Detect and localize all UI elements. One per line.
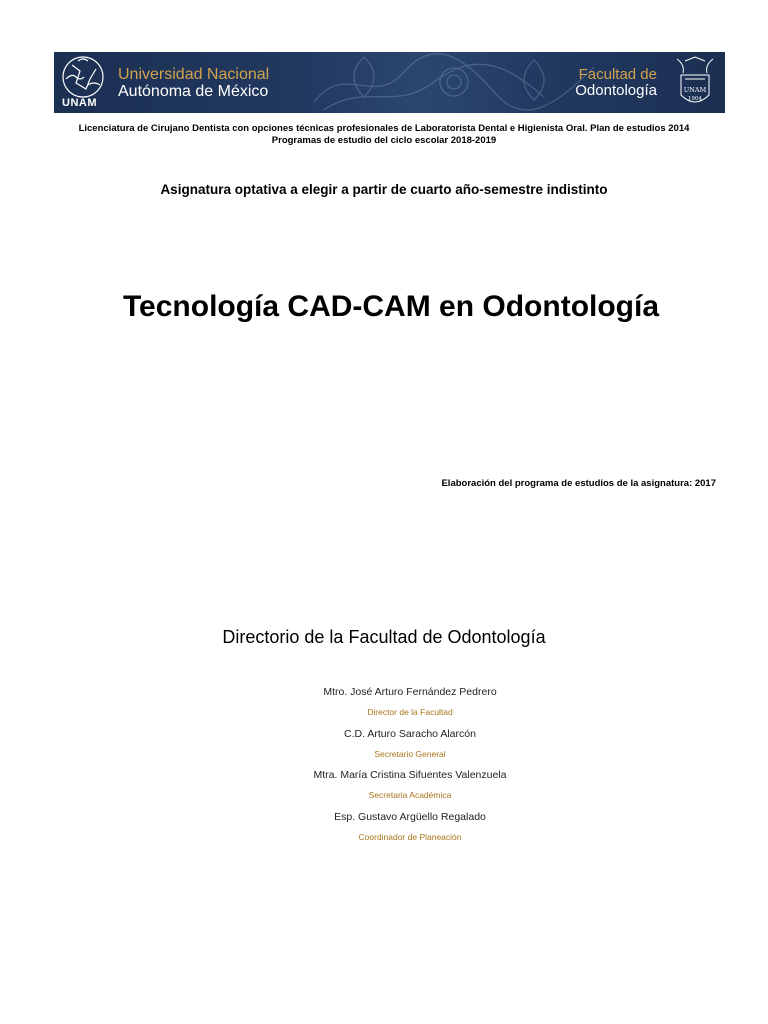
faculty-seal-icon xyxy=(671,55,719,111)
directory-heading: Directorio de la Facultad de Odontología xyxy=(222,627,546,647)
university-name-line1: Universidad Nacional xyxy=(118,66,270,83)
faculty-seal-year: 1904 xyxy=(688,96,702,102)
directory-person-name: Mtra. María Cristina Sifuentes Valenzuela xyxy=(313,769,507,781)
elaboration-note: Elaboración del programa de estudios de la asignatura: 2017 xyxy=(441,478,716,489)
directory-entry xyxy=(0,727,768,769)
faculty-name-line1: Facultad de xyxy=(578,66,657,83)
directory-person-name: C.D. Arturo Saracho Alarcón xyxy=(344,727,476,740)
directory-person-name: Mtro. José Arturo Fernández Pedrero xyxy=(323,686,497,698)
header-banner xyxy=(54,52,725,113)
university-name-line2: Autónoma de México xyxy=(118,83,269,100)
directory-person-role: Secretaria Académica xyxy=(368,790,452,800)
directory-person-role: Director de la Facultad xyxy=(367,707,453,717)
faculty-seal-text: UNAM xyxy=(683,86,707,94)
directory-entry xyxy=(0,768,768,810)
faculty-name-line2: Odontología xyxy=(575,82,657,99)
unam-acronym: UNAM xyxy=(62,97,97,109)
directory-person-name: Esp. Gustavo Argüello Regalado xyxy=(334,810,486,823)
page-title: Tecnología CAD-CAM en Odontología xyxy=(122,290,660,323)
unam-seal-icon xyxy=(60,55,106,99)
directory-list xyxy=(0,685,768,851)
program-line: Licenciatura de Cirujano Dentista con opciones técnicas profesionales de Laboratorista Dental e Higienista Oral. Plan de estudios 2014 xyxy=(78,123,690,134)
directory-entry xyxy=(0,685,768,727)
directory-person-role: Coordinador de Planeación xyxy=(358,831,462,842)
cycle-line: Programas de estudio del ciclo escolar 2018-2019 xyxy=(271,135,497,146)
directory-entry xyxy=(0,810,768,852)
course-subtitle: Asignatura optativa a elegir a partir de cuarto año-semestre indistinto xyxy=(160,182,608,197)
directory-person-role: Secretario General xyxy=(374,748,446,759)
